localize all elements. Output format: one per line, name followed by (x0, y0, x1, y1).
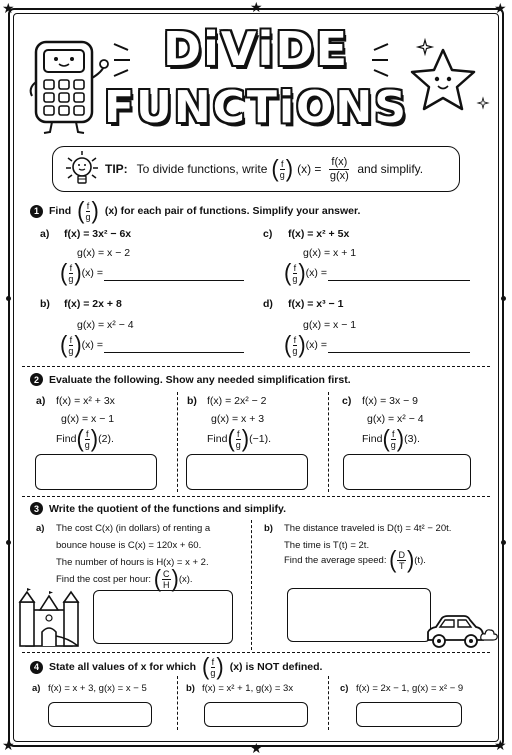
answer-box[interactable] (343, 454, 471, 490)
tip-text (105, 156, 423, 183)
answer-row: ( $\frac{f}{g}$ ) (x) = (60, 330, 103, 359)
function-g: g(x) = x − 1 (303, 319, 357, 331)
section-number: 2 (30, 373, 43, 386)
instruction-text: Evaluate the following. Show any needed simplification first. (49, 373, 351, 386)
section-1-heading: 1 Find ( $\frac{f}{g}$ ) (x) for each pair of functions. Simplify your answer. (30, 200, 360, 222)
lightbulb-icon (64, 150, 100, 188)
tip-fraction: $\frac{f(x)}{g(x)}$ (329, 155, 349, 182)
item-letter: d) (263, 298, 273, 310)
tip-label: TIP: (105, 162, 128, 176)
function-g: g(x) = x − 1 (61, 413, 115, 425)
tip-text-after: and simplify. (357, 162, 424, 176)
column-divider (328, 676, 329, 730)
column-divider (251, 520, 252, 650)
tip-x-part: (x) = (297, 162, 322, 176)
section-number: 1 (30, 205, 43, 218)
answer-box[interactable] (186, 454, 308, 490)
function-f: f(x) = 2x² − 2 (207, 395, 267, 407)
item-letter: b) (40, 298, 50, 310)
tip-text-before: To divide functions, write (136, 162, 268, 176)
instruction-text: Write the quotient of the functions and simplify. (49, 502, 287, 515)
section-divider (22, 652, 490, 653)
answer-box[interactable] (204, 702, 308, 727)
problem-text: The cost C(x) (in dollars) of renting a (56, 523, 211, 534)
function-g: g(x) = x + 3 (211, 413, 265, 425)
section-4-heading: 4 State all values of x for which ( $\frac{f}{g}$ ) (x) is NOT defined. (30, 656, 322, 678)
border-dot (501, 540, 506, 545)
instruction-text: State all values of x for which (49, 661, 197, 673)
instruction-text: (x) for each pair of functions. Simplify your answer. (104, 205, 361, 217)
castle-icon (18, 588, 82, 648)
section-divider (22, 496, 490, 497)
function-pair: f(x) = x² + 1, g(x) = 3x (202, 683, 294, 694)
item-letter: c) (263, 228, 273, 240)
corner-star-icon: ★ (494, 0, 507, 16)
function-f: f(x) = x² + 3x (56, 395, 115, 407)
function-g: g(x) = x² − 4 (367, 413, 424, 425)
answer-line[interactable] (104, 352, 244, 353)
answer-row: ( $\frac{f}{g}$ ) (x) = (284, 330, 327, 359)
item-letter: a) (36, 395, 46, 407)
item-letter: c) (342, 395, 352, 407)
item-letter: a) (40, 228, 50, 240)
find-row: Find ( $\frac{f}{g}$ ) (2). (56, 424, 114, 453)
section-divider (22, 366, 490, 367)
find-row: Find the average speed: ( $\frac{D}{T}$ ) (t). (284, 545, 426, 574)
border-dot (6, 296, 11, 301)
problem-text: The number of hours is H(x) = x + 2. (56, 557, 209, 568)
find-row: Find the cost per hour: ( $\frac{C}{H}$ ) (x). (56, 564, 193, 593)
find-row: Find ( $\frac{f}{g}$ ) (3). (362, 424, 420, 453)
function-f: f(x) = 3x² − 6x (64, 228, 132, 240)
answer-box[interactable] (287, 588, 431, 642)
bottom-star-icon: ★ (250, 740, 263, 755)
answer-box[interactable] (48, 702, 152, 727)
function-f: f(x) = 3x − 9 (362, 395, 419, 407)
function-f: f(x) = x³ − 1 (288, 298, 344, 310)
item-letter: c) (340, 683, 349, 694)
column-divider (177, 392, 178, 492)
answer-box[interactable] (356, 702, 462, 727)
top-star-icon: ★ (250, 0, 263, 15)
answer-line[interactable] (104, 280, 244, 281)
page-title: DiViDE (162, 22, 350, 76)
tip-box (52, 146, 460, 192)
instruction-text: Find (49, 205, 72, 217)
column-divider (177, 676, 178, 730)
function-pair: f(x) = x + 3, g(x) = x − 5 (48, 683, 147, 694)
item-letter: b) (186, 683, 195, 694)
corner-star-icon: ★ (494, 737, 507, 753)
car-icon (424, 612, 486, 652)
border-dot (6, 540, 11, 545)
corner-star-icon: ★ (2, 737, 15, 753)
item-letter: a) (36, 523, 45, 534)
answer-line[interactable] (328, 352, 470, 353)
answer-box[interactable] (93, 590, 233, 644)
instruction-text: (x) is NOT defined. (229, 661, 323, 673)
function-g: g(x) = x² − 4 (77, 319, 134, 331)
find-row: Find ( $\frac{f}{g}$ ) (−1). (207, 424, 271, 453)
answer-row: ( $\frac{f}{g}$ ) (x) = (284, 258, 327, 287)
page-subtitle: FUNCTiONS (104, 82, 408, 133)
function-f: f(x) = 2x + 8 (64, 298, 122, 310)
section-2-heading (30, 373, 351, 386)
function-pair: f(x) = 2x − 1, g(x) = x² − 9 (356, 683, 464, 694)
item-letter: b) (264, 523, 273, 534)
problem-text: bounce house is C(x) = 120x + 60. (56, 540, 202, 551)
corner-star-icon: ★ (2, 0, 15, 16)
section-3-heading (30, 502, 286, 515)
answer-row: ( $\frac{f}{g}$ ) (x) = (60, 258, 103, 287)
section-number: 4 (30, 661, 43, 674)
cloud-icon (480, 628, 498, 642)
function-g: g(x) = x + 1 (303, 247, 357, 259)
section-number: 3 (30, 502, 43, 515)
problem-text: The distance traveled is D(t) = 4t² − 20t. (284, 523, 452, 534)
fg-fraction: ( $\frac{f}{g}$ ) (271, 154, 294, 183)
item-letter: b) (187, 395, 197, 407)
border-dot (501, 296, 506, 301)
function-g: g(x) = x − 2 (77, 247, 131, 259)
function-f: f(x) = x² + 5x (288, 228, 350, 240)
item-letter: a) (32, 683, 41, 694)
column-divider (328, 392, 329, 492)
answer-box[interactable] (35, 454, 157, 490)
answer-line[interactable] (328, 280, 470, 281)
problem-text: The time is T(t) = 2t. (284, 540, 370, 551)
